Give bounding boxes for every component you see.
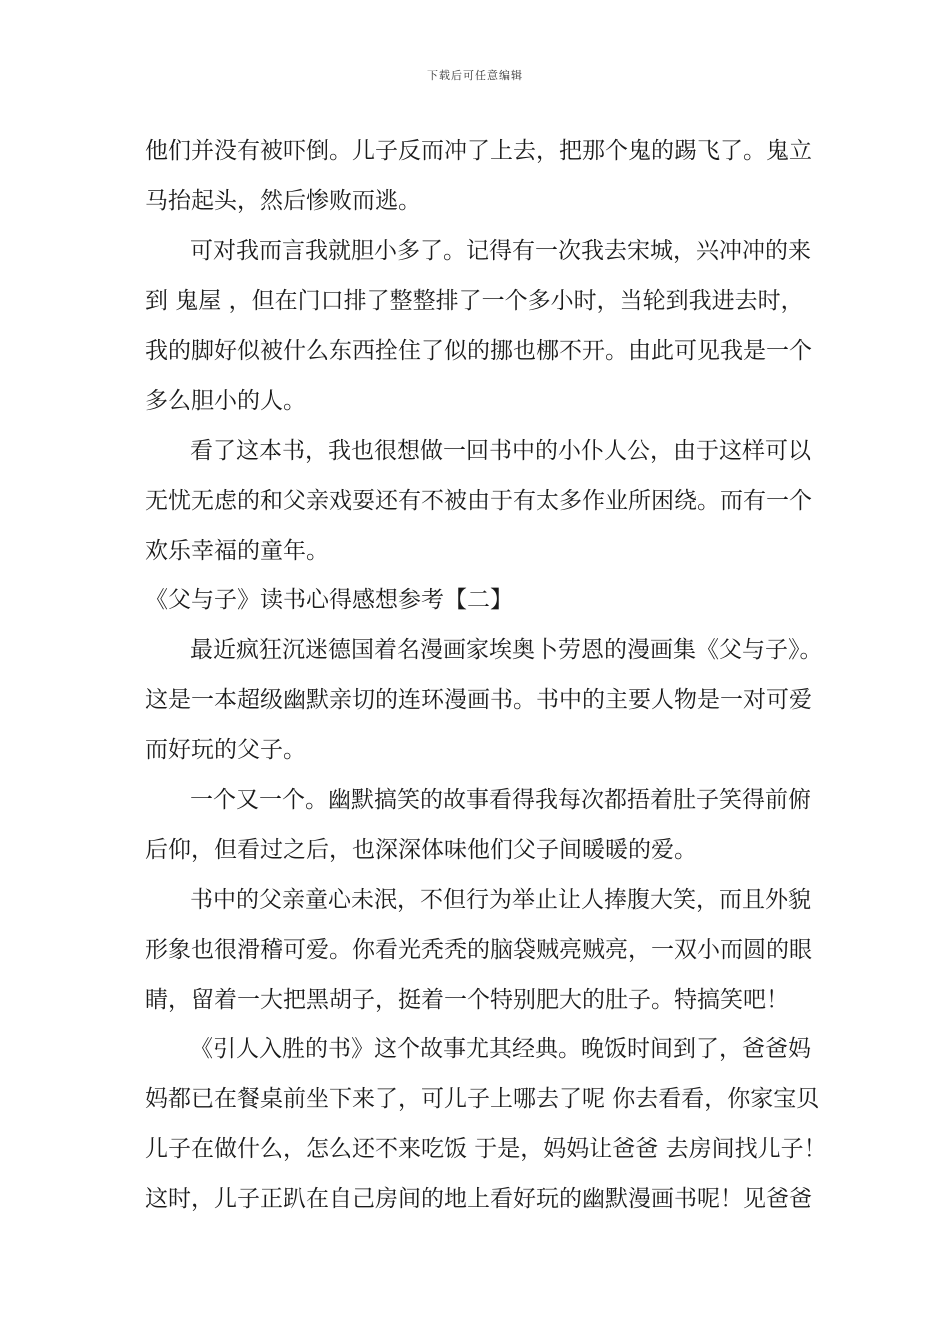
text-line: 无忧无虑的和父亲戏耍还有不被由于有太多作业所困绕。而有一个 — [145, 488, 812, 514]
text-line: 形象也很滑稽可爱。你看光秃秃的脑袋贼亮贼亮，一双小而圆的眼 — [145, 937, 812, 963]
text-line: 儿子在做什么，怎么还不来吃饭 于是，妈妈让爸爸 去房间找儿子！ — [145, 1136, 827, 1162]
text-line: 到 鬼屋 ，但在门口排了整整排了一个多小时，当轮到我进去时， — [145, 288, 804, 314]
text-line: 这时，儿子正趴在自己房间的地上看好玩的幽默漫画书呢！见爸爸 — [145, 1186, 812, 1212]
page-header: 下载后可任意编辑 — [427, 69, 523, 82]
paragraph-first-line: 一个又一个。幽默搞笑的故事看得我每次都捂着肚子笑得前俯 — [190, 787, 811, 813]
text-line: 这是一本超级幽默亲切的连环漫画书。书中的主要人物是一对可爱 — [145, 687, 812, 713]
text-line: 欢乐幸福的童年。 — [145, 538, 329, 564]
text-line: 他们并没有被吓倒。儿子反而冲了上去，把那个鬼的踢飞了。鬼立 — [145, 138, 812, 164]
section-heading: 《父与子》读书心得感想参考【二】 — [145, 587, 513, 613]
text-line: 马抬起头，然后惨败而逃。 — [145, 188, 421, 214]
paragraph-first-line: 看了这本书，我也很想做一回书中的小仆人公，由于这样可以 — [190, 438, 811, 464]
text-line: 我的脚好似被什么东西拴住了似的挪也梛不开。由此可见我是一个 — [145, 338, 812, 364]
paragraph-first-line: 书中的父亲童心未泯，不但行为举止让人捧腹大笑，而且外貌 — [190, 887, 811, 913]
paragraph-first-line: 可对我而言我就胆小多了。记得有一次我去宋城，兴冲冲的来 — [190, 238, 811, 264]
text-line: 妈都已在餐桌前坐下来了，可儿子上哪去了呢 你去看看，你家宝贝 — [145, 1086, 820, 1112]
text-line: 多么胆小的人。 — [145, 388, 306, 414]
text-line: 睛，留着一大把黑胡子，挺着一个特别肥大的肚子。特搞笑吧！ — [145, 987, 789, 1013]
text-line: 后仰，但看过之后，也深深体味他们父子间暖暖的爱。 — [145, 837, 697, 863]
text-line: 而好玩的父子。 — [145, 737, 306, 763]
paragraph-first-line: 《引人入胜的书》这个故事尤其经典。晚饭时间到了，爸爸妈 — [190, 1036, 811, 1062]
paragraph-first-line: 最近疯狂沉迷德国着名漫画家埃奥卜劳恩的漫画集《父与子》。 — [190, 637, 823, 663]
